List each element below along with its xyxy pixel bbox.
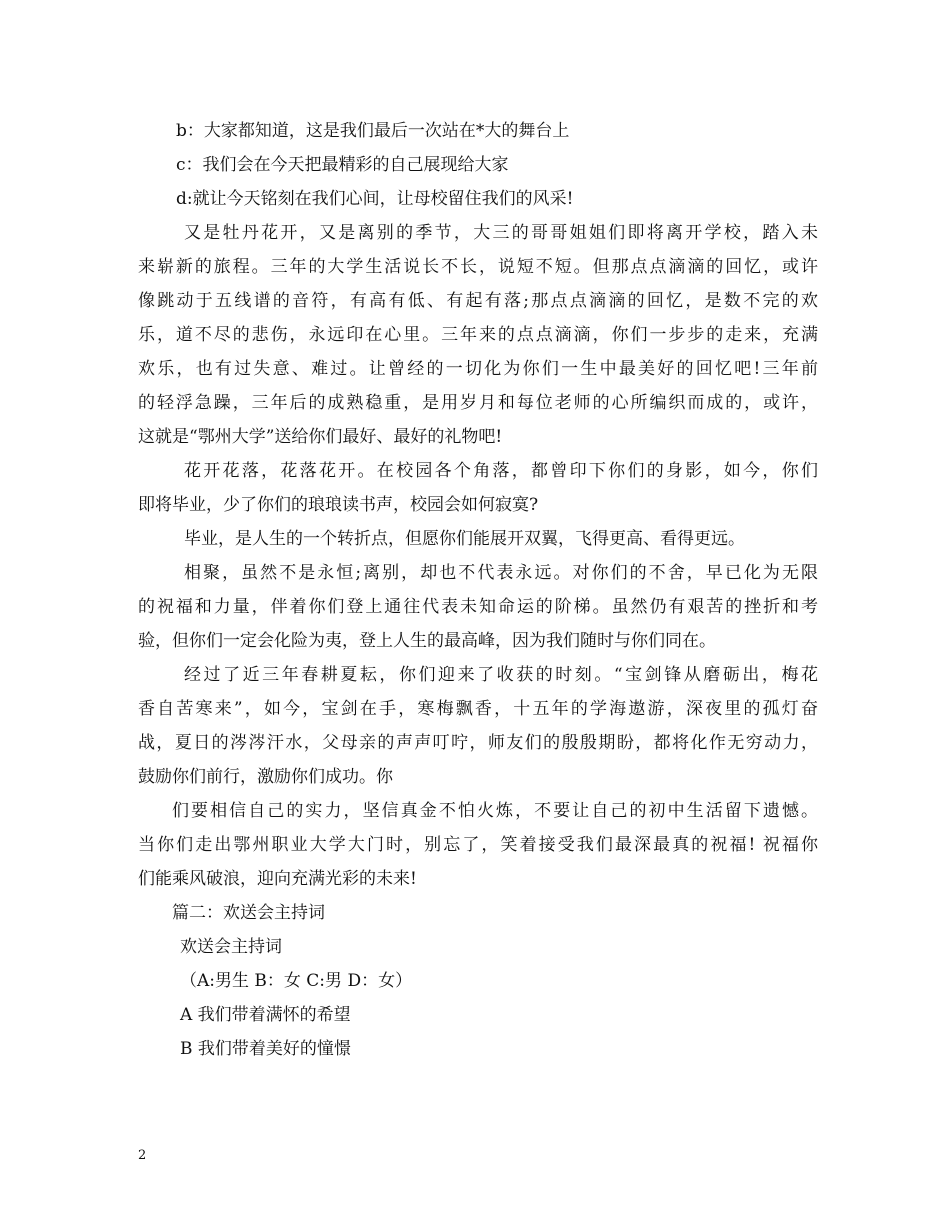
text-line: c：我们会在今天把最精彩的自己展现给大家 bbox=[176, 155, 509, 175]
document-body bbox=[138, 114, 818, 1066]
text-line: b：大家都知道，这是我们最后一次站在*大的舞台上 bbox=[176, 121, 570, 141]
paragraph-line: 毕业，是人生的一个转折点，但愿你们能展开双翼，飞得更高、看得更远。 bbox=[184, 529, 745, 549]
paragraph-line: 战，夏日的涔涔汗水，父母亲的声声叮咛，师友们的殷殷期盼，都将化作无穷动力， bbox=[138, 733, 818, 753]
paragraph-line: 鼓励你们前行，激励你们成功。你 bbox=[138, 767, 393, 787]
paragraph-line: 来崭新的旅程。三年的大学生活说长不长，说短不短。但那点点滴滴的回忆，或许 bbox=[138, 257, 818, 277]
section-title: 欢送会主持词 bbox=[180, 937, 282, 957]
text-line: d:就让今天铭刻在我们心间，让母校留住我们的风采! bbox=[176, 189, 574, 209]
paragraph-line: 的轻浮急躁，三年后的成熟稳重，是用岁月和每位老师的心所编织而成的，或许， bbox=[138, 393, 818, 413]
paragraph-line: 相聚，虽然不是永恒;离别，却也不代表永远。对你们的不舍，早已化为无限 bbox=[184, 563, 818, 583]
script-line: B 我们带着美好的憧憬 bbox=[180, 1039, 351, 1059]
paragraph-line: 的祝福和力量，伴着你们登上通往代表未知命运的阶梯。虽然仍有艰苦的挫折和考 bbox=[138, 597, 818, 617]
paragraph-line: 验，但你们一定会化险为夷，登上人生的最高峰，因为我们随时与你们同在。 bbox=[138, 631, 716, 651]
paragraph-line: 又是牡丹花开，又是离别的季节，大三的哥哥姐姐们即将离开学校，踏入未 bbox=[184, 223, 818, 243]
paragraph-line: 欢乐，也有过失意、难过。让曾经的一切化为你们一生中最美好的回忆吧!三年前 bbox=[138, 359, 818, 379]
section-heading: 篇二：欢送会主持词 bbox=[172, 903, 325, 923]
paragraph-line: 花开花落，花落花开。在校园各个角落，都曾印下你们的身影，如今，你们 bbox=[184, 461, 818, 481]
paragraph-line: 们要相信自己的实力，坚信真金不怕火炼，不要让自己的初中生活留下遗憾。 bbox=[172, 801, 818, 821]
script-line: A 我们带着满怀的希望 bbox=[180, 1005, 351, 1025]
paragraph-line: 经过了近三年春耕夏耘，你们迎来了收获的时刻。“宝剑锋从磨砺出，梅花 bbox=[184, 665, 818, 685]
page-number: 2 bbox=[138, 1148, 147, 1163]
paragraph-line: 乐，道不尽的悲伤，永远印在心里。三年来的点点滴滴，你们一步步的走来，充满 bbox=[138, 325, 818, 345]
paragraph-line: 像跳动于五线谱的音符，有高有低、有起有落;那点点滴滴的回忆，是数不完的欢 bbox=[138, 291, 818, 311]
role-list: （A:男生 B：女 C:男 D：女） bbox=[180, 971, 413, 991]
paragraph-line: 们能乘风破浪，迎向充满光彩的未来! bbox=[138, 869, 417, 889]
paragraph-line: 当你们走出鄂州职业大学大门时，别忘了，笑着接受我们最深最真的祝福! 祝福你 bbox=[138, 835, 818, 855]
paragraph-line: 香自苦寒来”，如今，宝剑在手，寒梅飘香，十五年的学海遨游，深夜里的孤灯奋 bbox=[138, 699, 818, 719]
paragraph-line: 即将毕业，少了你们的琅琅读书声，校园会如何寂寞? bbox=[138, 495, 539, 515]
paragraph-line: 这就是“鄂州大学”送给你们最好、最好的礼物吧! bbox=[138, 427, 503, 447]
